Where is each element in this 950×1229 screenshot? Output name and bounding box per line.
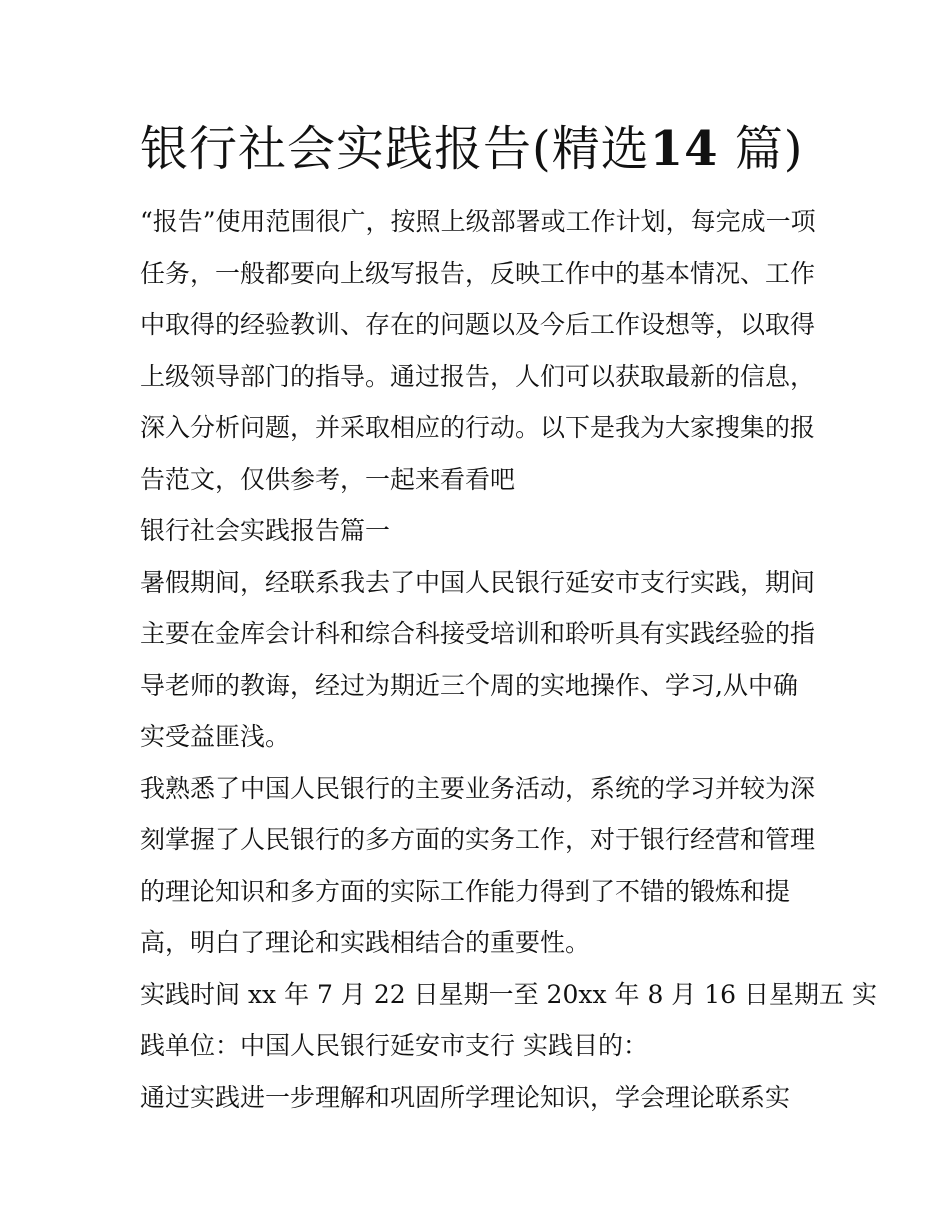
text-line: 实践时间 xx 年 7 月 22 日星期一至 20xx 年 8 月 16 日星期五 实 [140, 979, 877, 1009]
text-line: “报告”使用范围很广，按照上级部署或工作计划，每完成一项 [140, 207, 816, 236]
text-line: 践单位：中国人民银行延安市支行 实践目的： [140, 1031, 648, 1060]
body-paragraph [140, 763, 820, 969]
text-line: 高，明白了理论和实践相结合的重要性。 [140, 928, 591, 957]
text-line: 告范文，仅供参考，一起来看看吧 [140, 464, 516, 494]
section-heading [140, 505, 820, 557]
title-suffix: 篇) [734, 121, 804, 177]
text-line: 中取得的经验教训、存在的问题以及今后工作设想等，以取得 [140, 310, 816, 339]
text-line: 银行社会实践报告篇一 [140, 516, 391, 545]
body-paragraph [140, 557, 820, 763]
text-line: 导老师的教诲，经过为期近三个周的实地操作、学习,从中确 [140, 670, 798, 700]
text-line: 上级领导部门的指导。通过报告，人们可以获取最新的信息， [140, 361, 816, 391]
body-paragraph [140, 1072, 820, 1124]
title-number: 14 [649, 121, 719, 177]
text-line: 通过实践进一步理解和巩固所学理论知识，学会理论联系实 [140, 1082, 791, 1112]
text-line: 我熟悉了中国人民银行的主要业务活动，系统的学习并较为深 [140, 773, 816, 803]
document-page [140, 118, 877, 1123]
text-line: 任务，一般都要向上级写报告，反映工作中的基本情况、工作 [140, 258, 816, 288]
text-line: 实受益匪浅。 [140, 722, 291, 751]
page-title [140, 118, 820, 180]
intro-paragraph [140, 196, 820, 505]
text-line: 刻掌握了人民银行的多方面的实务工作，对于银行经营和管理 [140, 825, 816, 854]
text-line: 暑假期间，经联系我去了中国人民银行延安市支行实践，期间 [140, 567, 816, 597]
text-line: 主要在金库会计科和综合科接受培训和聆听具有实践经验的指 [140, 619, 816, 648]
text-line: 深入分析问题，并采取相应的行动。以下是我为大家搜集的报 [140, 413, 816, 442]
text-line: 的理论知识和多方面的实际工作能力得到了不错的锻炼和提 [140, 876, 791, 906]
body-paragraph [140, 969, 877, 1072]
title-prefix: 银行社会实践报告(精选 [140, 121, 650, 177]
